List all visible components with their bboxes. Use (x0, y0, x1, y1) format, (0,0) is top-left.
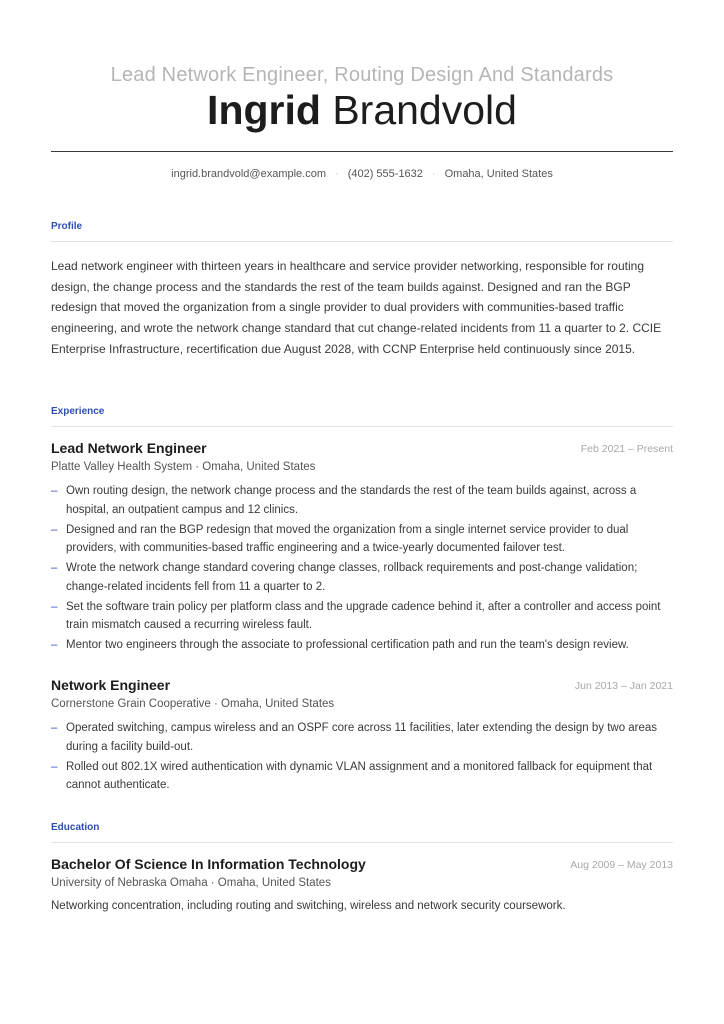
list-item: – Wrote the network change standard covering change classes, rollback requirements and post-change validation; change-related incidents fell from 11 a quarter to 2. (51, 559, 673, 596)
profile-summary: Lead network engineer with thirteen years in healthcare and service provider networking, responsible for routing design, the change process and the standards the rest of the team builds against. Designed and ran the BGP redesign that moved the organization from a single provider to dual providers with communities-based traffic engineering, and wrote the network change standard that cut change-related incidents from 11 a quarter to 2. CCIE Enterprise Infrastructure, recertification due August 2028, with CCNP Enterprise held continuously since 2015. (51, 259, 662, 356)
job-title: Lead Network Engineer (51, 440, 207, 456)
bullet-dash: – (51, 485, 58, 497)
bullet-dash: – (51, 562, 58, 574)
bullet-dash: – (51, 600, 58, 613)
last-name: Brandvold (332, 87, 517, 133)
job-dates: Feb 2021 – Present (580, 443, 673, 455)
school-name: University of Nebraska Omaha · Omaha, United States (51, 877, 331, 889)
first-name: Ingrid (207, 87, 321, 133)
contact-separator: · (335, 168, 339, 180)
section-title-education: Education (51, 822, 100, 833)
job-organization: Platte Valley Health System · Omaha, United States (51, 461, 316, 473)
job-dates: Jun 2013 – Jan 2021 (574, 680, 673, 692)
section-divider (51, 842, 673, 843)
job-bullets (51, 719, 673, 796)
section-title-experience: Experience (51, 406, 105, 417)
section-divider (51, 241, 673, 242)
contact-phone[interactable]: (402) 555-1632 (347, 168, 423, 180)
job-title: Network Engineer (51, 677, 171, 693)
bullet-dash: – (51, 760, 58, 773)
list-item: – Operated switching, campus wireless and an OSPF core across 11 facilities, later extending the design by two areas during a facility build-out. (51, 719, 673, 756)
degree-title: Bachelor Of Science In Information Technology (51, 856, 366, 872)
job-organization: Cornerstone Grain Cooperative · Omaha, United States (51, 698, 335, 710)
list-item: – Set the software train policy per platform class and the upgrade cadence behind it, after a controller and access point train mismatch caused a recurring wireless fault. (51, 598, 673, 635)
section-divider (51, 426, 673, 427)
contact-location: Omaha, United States (444, 168, 553, 180)
headline: Lead Network Engineer, Routing Design And Standards (110, 64, 614, 86)
contact-email[interactable]: ingrid.brandvold@example.com (171, 168, 327, 180)
education-dates: Aug 2009 – May 2013 (570, 859, 673, 871)
education-description: Networking concentration, including routing and switching, wireless and network security coursework. (51, 900, 566, 912)
contact-line (51, 168, 673, 180)
job-bullets (51, 482, 673, 656)
header-divider (51, 151, 673, 152)
list-item: – Own routing design, the network change process and the standards the rest of the team builds against, across a hospital, an outpatient campus and 12 clinics. (51, 482, 673, 519)
bullet-dash: – (51, 722, 58, 734)
list-item: – Designed and ran the BGP redesign that moved the organization from a single internet service provider to dual providers, with communities-based traffic engineering and a twice-yearly documented failover test. (51, 521, 673, 558)
section-title-profile: Profile (51, 221, 83, 232)
bullet-dash: – (51, 523, 58, 536)
list-item: – Rolled out 802.1X wired authentication with dynamic VLAN assignment and a monitored fallback for equipment that cannot authenticate. (51, 758, 673, 795)
contact-separator: · (431, 168, 436, 180)
full-name (51, 86, 673, 134)
bullet-dash: – (51, 639, 58, 651)
list-item: – Mentor two engineers through the associate to professional certification path and run the team's design review. (51, 636, 673, 655)
